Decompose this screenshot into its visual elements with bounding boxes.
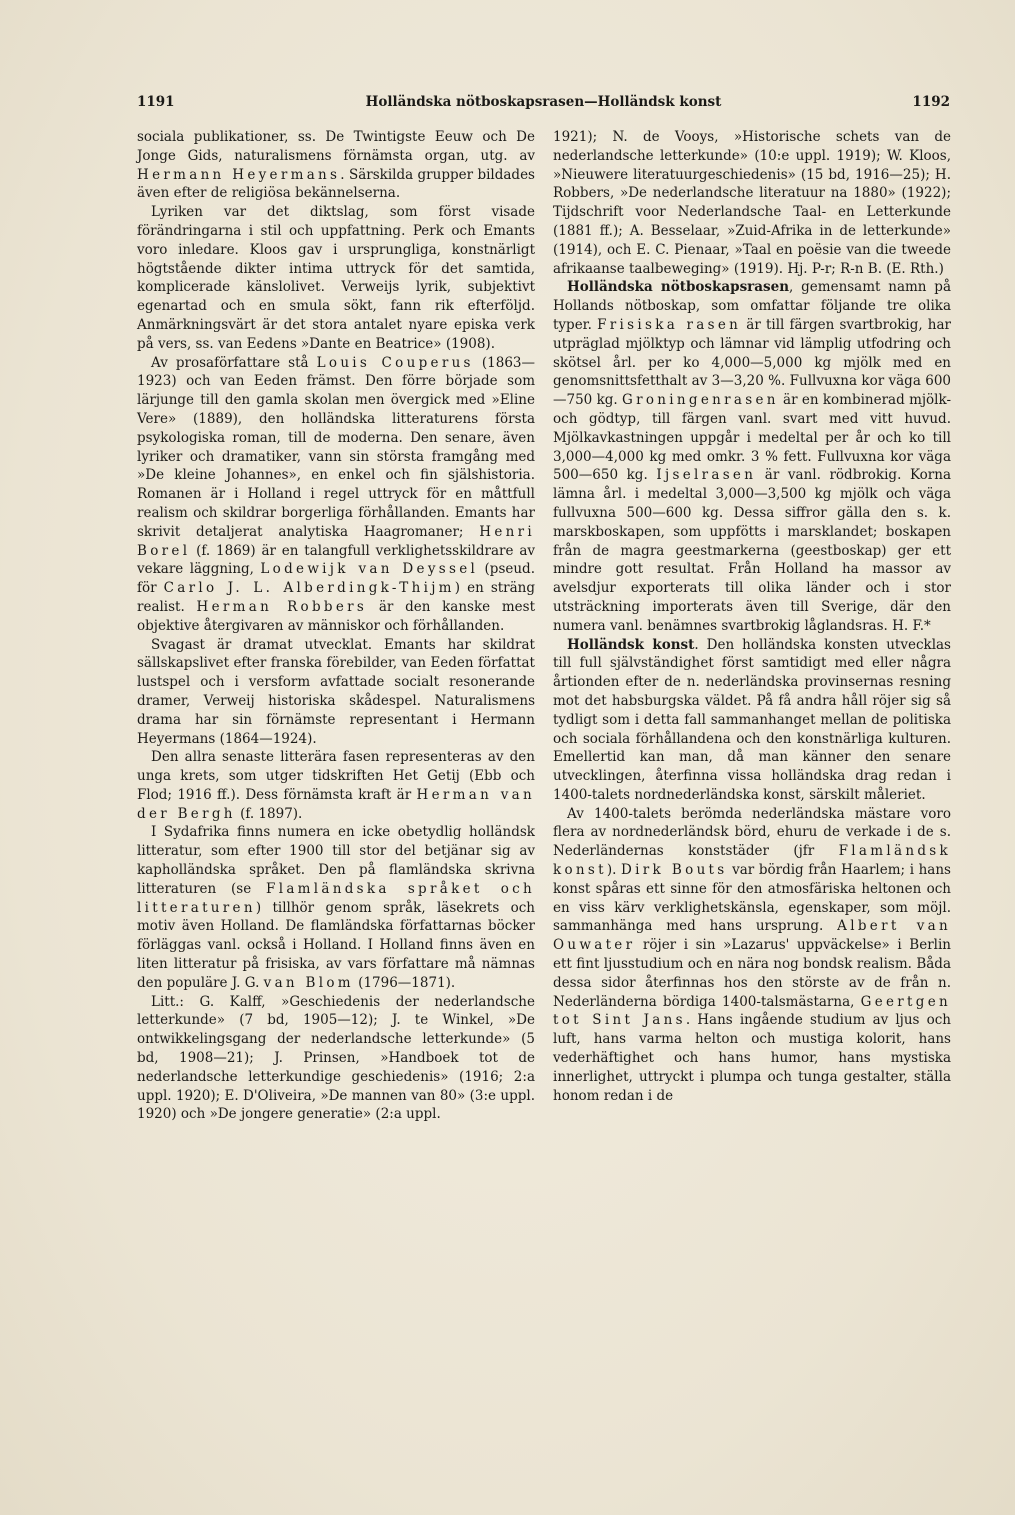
- headword: Holländska nötboskapsrasen: [567, 279, 790, 296]
- paragraph: Av prosaförfattare stå Louis Couperus (1863—1923) och van Eeden främst. Den förre började som lärjunge till den gamla skolan men övergick med »Eline Vere» (1889), den holländska litteraturens första psykologiska roman, till de moderna. Den senare, även lyriker och dramatiker, vann sin största framgång med »De kleine Johannes», en enkel och fin själshistoria. Romanen är i Holland i regel uttryck för en måttfull realism och skildrar borgerliga förhållanden. Emants har skrivit detaljerat analytiska Haagromaner; Henri Borel (f. 1869) är en talangfull verklighetsskildrare av vekare läggning, Lodewijk van Deyssel (pseud. för Carlo J. L. Alberdingk-Thijm) en sträng realist. Herman Robbers är den kanske mest objektive återgivaren av människor och förhållanden.: [137, 354, 536, 634]
- paragraph: Lyriken var det diktslag, som först visade förändringarna i stil och uppfattning. Perk och Emants voro inledare. Kloos gav i ursprungliga, konstnärligt högtstående dikter intima uttryck för det samtida, komplicerade känslolivet. Verweijs lyrik, subjektivt egenartad och en smula sökt, fann rik efterföljd. Anmärkningsvärt är det stora antalet nyare episka verk på vers, ss. van Eedens »Dante en Beatrice» (1908).: [137, 204, 535, 352]
- entry-nötboskapsrasen: Holländska nötboskapsrasen, gemensamt namn på Hollands nötboskap, som omfattar följande tre olika typer. Frisiska rasen är till färgen svartbrokig, har utpräglad mjölktyp och lämnar vid lämplig utfodring och skötsel årl. per ko 4,000—5,000 kg mjölk med en genomsnittsfetthalt av 3—3,20 %. Fullvuxna kor väga 600—750 kg. Groningenrasen är en kombinerad mjölk- och gödtyp, till färgen vanl. svart med vitt huvud. Mjölkavkastningen uppgår i medeltal per år och ko till 3,000—4,000 kg med omkr. 3 % fett. Fullvuxna kor väga 500—650 kg. Ijselrasen är vanl. rödbrokig. Korna lämna årl. i medeltal 3,000—3,500 kg mjölk och väga fullvuxna 500—600 kg. Dessa siffror gälla den s. k. marskboskapen, som uppfötts i marsklandet; boskapen från de magra geestmarkerna (geestboskap) ger ett mindre gott resultat. Från Holland ha massor av avelsdjur exporterats till olika länder och i stor utsträckning importerats även till Sverige, där den numera vanl. benämnes svartbrokig låglandsras. H. F.*: [553, 279, 952, 634]
- bibliography-continued: 1921); N. de Vooys, »Historische schets van de nederlandsche letterkunde» (10:e uppl. 1919); W. Kloos, »Nieuwere literatuurgeschiedenis» (15 bd, 1916—25); H. Robbers, »De nederlandsche literatuur na 1880» (1922); Tijdschrift voor Nederlandsche Taal- en Letterkunde (1881 ff.); A. Besselaar, »Zuid-Afrika in de letterkunde» (1914), och E. C. Pienaar, »Taal en poësie van die tweede afrikaanse taalbeweging» (1919). Hj. P-r; R-n B. (E. Rth.): [553, 129, 951, 277]
- running-title: Holländska nötboskapsrasen—Holländsk konst: [365, 94, 722, 110]
- paragraph: I Sydafrika finns numera en icke obetydlig holländsk litteratur, som efter 1900 till stor del betjänar sig av kapholländska språket. Den på flamländska skrivna litteraturen (se Flamländska språket och litteraturen) tillhör genom språk, läsekrets och motiv även Holland. De flamländska författarnas böcker förläggas vanl. också i Holland. I Holland finns även en liten litteratur på frisiska, av vars författare må nämnas den populäre J. G. van Blom (1796—1871).: [137, 824, 535, 991]
- paragraph: Av 1400-talets berömda nederländska mästare voro flera av nordnederländsk börd, ehuru de verkade i de s. Nederländernas konststäder (jfr Flamländsk konst). Dirk Bouts var bördig från Haarlem; i hans konst spåras ett sinne för den atmosfäriska heltonen och en viss kärv verklighetskänsla, egenskaper, som möjl. sammanhänga med hans ursprung. Albert van Ouwater röjer i sin »Lazarus' uppväckelse» i Berlin ett fint ljusstudium och en nära nog bondsk realism. Båda dessa sidor återfinnas hos den störste av de från n. Nederländerna bördiga 1400-talsmästarna, Geertgen tot Sint Jans. Hans ingående studium av ljus och luft, hans varma helton och mustiga kolorit, hans vederhäftighet och hans humor, hans mystiska innerlighet, uttryckt i plumpa och tunga gestalter, ställa honom redan i de: [553, 805, 951, 1104]
- page-header: [137, 94, 950, 116]
- paragraph: Svagast är dramat utvecklat. Emants har skildrat sällskapslivet efter franska förebilder, van Eeden författat lustspel och i versform avfattade socialt resonerande dramer, Verweij historiska skådespel. Naturalismens drama har sin förnämste representant i Hermann Heyermans (1864—1924).: [137, 636, 535, 747]
- left-page-number: 1191: [137, 94, 175, 110]
- right-page-number: 1192: [912, 94, 950, 110]
- bibliography: Litt.: G. Kalff, »Geschiedenis der nederlandsche letterkunde» (7 bd, 1905—12); J. te Winkel, »De ontwikkelingsgang der nederlandsche letterkunde» (5 bd, 1908—21); J. Prinsen, »Handboek tot de nederlandsche letterkundige geschiedenis» (1916; 2:a uppl. 1920); E. D'Oliveira, »De mannen van 80» (3:e uppl. 1920) och »De jongere generatie» (2:a uppl.: [137, 993, 535, 1123]
- paragraph: Den allra senaste litterära fasen representeras av den unga krets, som utger tidskriften Het Getij (Ebb och Flod; 1916 ff.). Dess förnämsta kraft är Herman van der Bergh (f. 1897).: [137, 749, 536, 822]
- left-column: [137, 128, 535, 1124]
- paragraph: sociala publikationer, ss. De Twintigste Eeuw och De Jonge Gids, naturalismens förnämsta organ, utg. av Hermann Heyermans. Särskilda grupper bildades även efter de religiösa bekännelserna.: [137, 129, 535, 202]
- entry-holländsk-konst: Holländsk konst. Den holländska konsten utvecklas till full självständighet först samtidigt med eller några årtionden efter de n. nederländska provinsernas resning mot det habsburgska väldet. På få andra håll röjer sig så tydligt som i detta fall sammanhanget mellan de politiska och sociala förhållandena och den konstnärliga kulturen. Emellertid kan man, då man känner den senare utvecklingen, återfinna vissa holländska drag redan i 1400-talets nordnederländska konst, särskilt måleriet.: [553, 636, 951, 803]
- right-column: [553, 128, 951, 1105]
- headword: Holländsk konst: [567, 636, 695, 653]
